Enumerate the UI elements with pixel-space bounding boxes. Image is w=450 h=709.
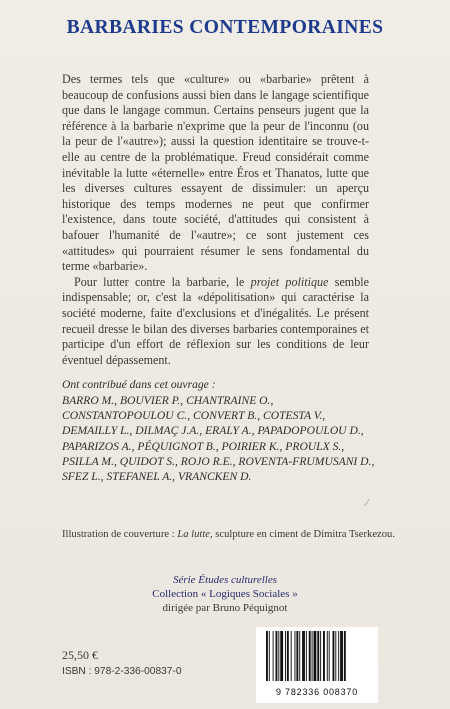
illustration-prefix: Illustration de couverture : [62,529,178,540]
contributors-line: PAPARIZOS A., PÉQUIGNOT B., POIRIER K., PROULX S., [62,439,345,453]
barcode-bar [302,631,305,681]
blurb-p2-end: semble indispensable; or, c'est la «dépolitisation» qui caractérise la société moderne, faite d'exclusions et d'inégalités. Le présent recueil dresse le bilan des diverses barbaries contemporaines et participe d'un effort de réflexion sur les conditions de leur éventuel dépassement. [62,274,369,367]
barcode-bar [291,631,292,681]
contributors-line: BARRO M., BOUVIER P., CHANTRAINE O., [62,394,274,407]
barcode-digits: 9 782336 008370 [275,687,359,697]
barcode-bar [295,631,296,681]
blurb-p2-start: Pour lutter contre la barbarie, le [74,274,251,289]
barcode-bar [269,631,270,681]
illustration-work-title: La lutte [177,529,210,540]
barcode-bar [338,631,339,681]
decorative-mark: ∕ [366,498,368,509]
illustration-suffix: , sculpture en ciment de Dimitra Tserkezou. [210,529,395,540]
collection-name: Collection « Logiques Sociales » [152,588,298,600]
barcode-bar [309,631,311,681]
contributors-list [62,393,375,484]
collection-editor: dirigée par Bruno Péquignot [162,602,288,614]
barcode-bar [306,631,307,681]
barcode-bar [287,631,289,681]
price: 25,50 € [62,648,98,662]
contributors-line: PSILLA M., QUIDOT S., ROJO R.E., ROVENTA-FRUMUSANI D., [62,454,375,468]
barcode-bar [320,631,321,681]
barcode-bar [340,631,343,681]
barcode-bar [312,631,313,681]
barcode-bar [317,631,319,681]
blurb-p2-emphasis: projet politique [250,274,329,289]
barcode-bar [266,631,268,681]
book-title: BARBARIES CONTEMPORAINES [66,17,384,38]
series-info [0,573,450,615]
barcode-bar [296,631,298,681]
barcode-bars [264,631,370,687]
barcode-bar [344,631,346,681]
barcode-bar [280,631,283,681]
barcode-bar [314,631,317,681]
isbn: ISBN : 978-2-336-00837-0 [62,666,182,677]
barcode-bar [323,631,325,681]
series-name: Série Études culturelles [172,574,278,586]
barcode-bar [276,631,278,681]
cover-illustration-credit [62,529,395,540]
barcode-bar [335,631,336,681]
blurb-paragraph-2 [62,275,369,369]
contributors-line: DEMAILLY L., DILMAÇ J.A., ERALY A., PAPADOPOULOU D., [62,424,364,438]
barcode [256,627,378,703]
contributors-line: SFEZ L., STEFANEL A., VRANCKEN D. [62,470,252,484]
contributors-heading: Ont contribué dans cet ouvrage : [62,378,216,391]
barcode-bar [278,631,279,681]
contributors-line: CONSTANTOPOULOU C., CONVERT B., COTESTA V., [62,409,326,423]
barcode-bar [285,631,286,681]
blurb [62,72,369,368]
barcode-bar [333,631,335,681]
barcode-bar [327,631,328,681]
barcode-bar [299,631,300,681]
blurb-paragraph-1: Des termes tels que «culture» ou «barbarie» prêtent à beaucoup de confusions aussi bien dans le langage scientifique que dans le langage commun. Certains penseurs jugent que la référence à la barbarie n'exprime que la peur de l'inconnu (ou la peur de l'«autre»); aussi la question identitaire se trouve-t-elle au centre de la problématique. Freud considérait comme inévitable la lutte «éternelle» entre Éros et Thanatos, lutte que les diverses cultures essayent de dissimuler: un aperçu historique des temps modernes ne peut que confirmer l'existence, dans toute société, d'attitudes qui consistent à bafouer l'humanité de l'«autre»; ce sont justement ces «attitudes» qui pourraient résumer le sens fondamental du terme «barbarie». [62,72,369,274]
barcode-bar [329,631,330,681]
barcode-bar [273,631,274,681]
